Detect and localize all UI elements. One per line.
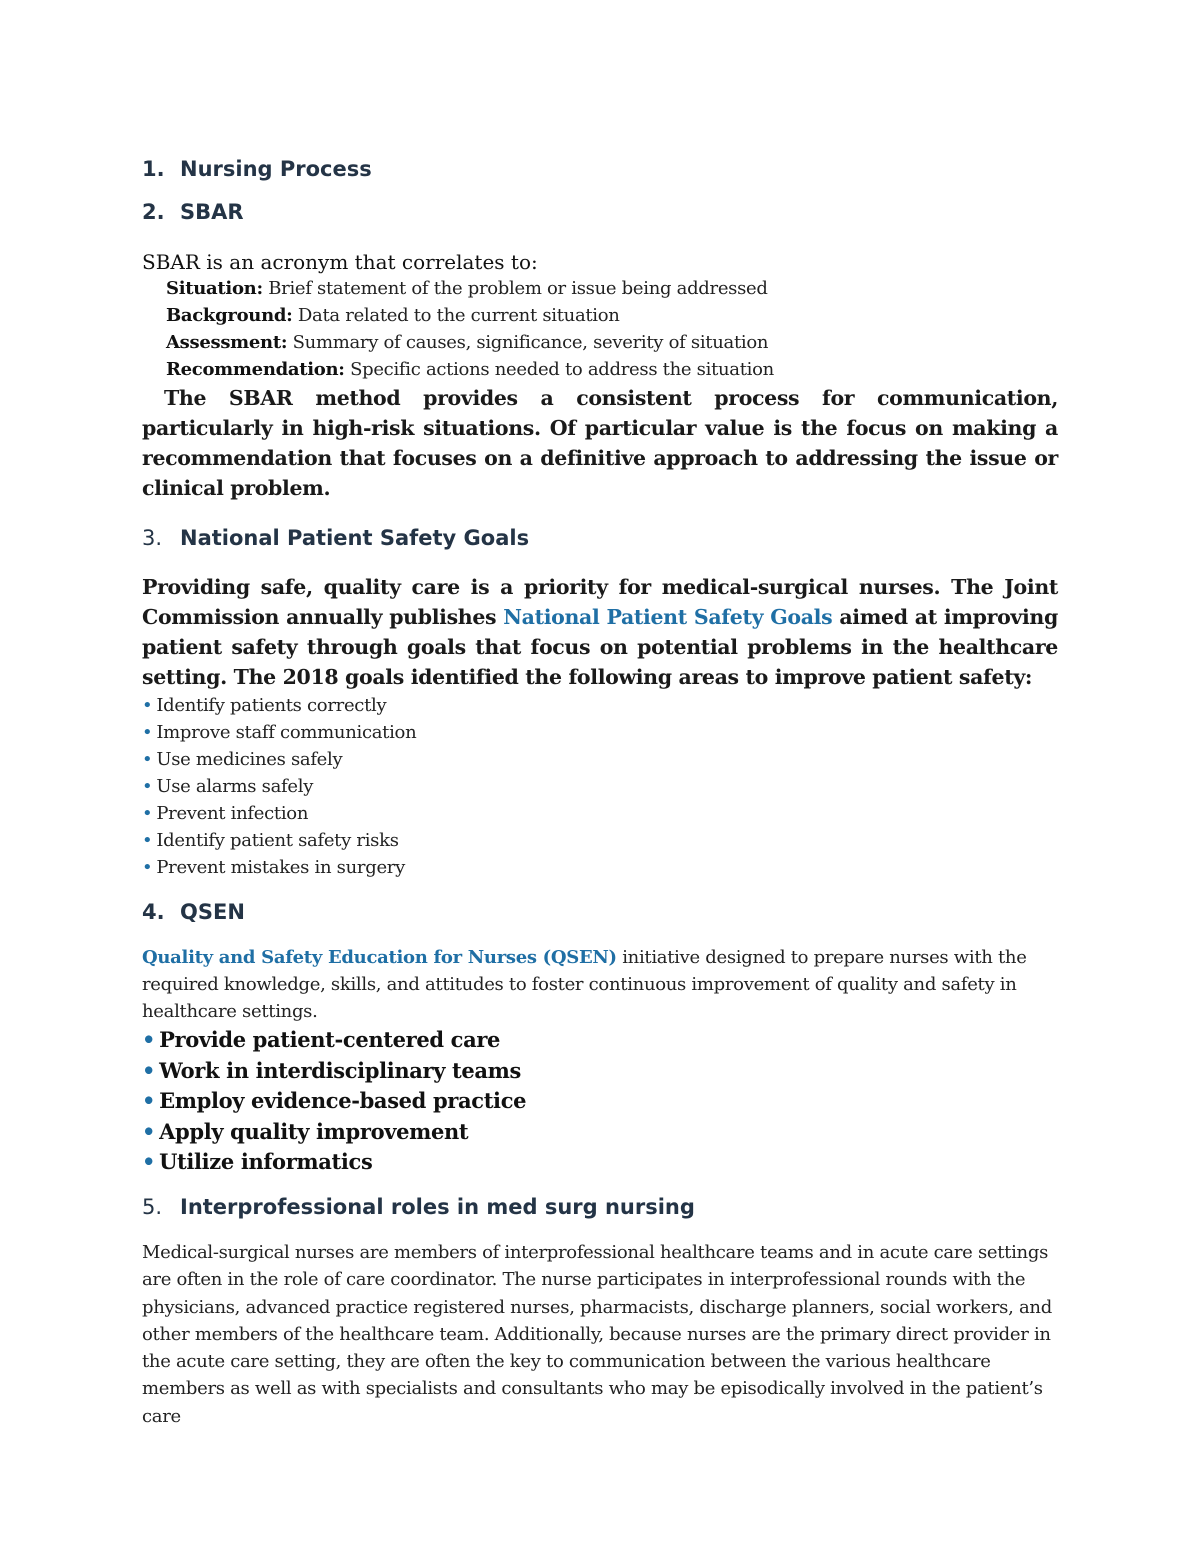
list-item: • Prevent mistakes in surgery	[142, 856, 405, 878]
npsg-link[interactable]: National Patient Safety Goals	[503, 604, 833, 629]
section-number: 2.	[142, 200, 165, 225]
sbar-item-recommendation: Recommendation: Specific actions needed to address the situation	[166, 358, 774, 380]
section-title: QSEN	[180, 899, 245, 924]
list-item: • Prevent infection	[142, 802, 309, 824]
npsg-goal-list	[142, 692, 1058, 881]
list-item: • Work in interdisciplinary teams	[142, 1057, 522, 1083]
document-page	[142, 152, 1058, 1430]
section-title: Interprofessional roles in med surg nursing	[180, 1194, 695, 1219]
list-item: • Improve staff communication	[142, 721, 417, 743]
list-item: • Employ evidence-based practice	[142, 1088, 527, 1114]
list-item: • Use alarms safely	[142, 775, 314, 797]
sbar-item-background: Background: Data related to the current situation	[166, 304, 620, 326]
section-number: 5.	[142, 1194, 163, 1219]
sbar-definition-list	[142, 275, 1058, 383]
qsen-paragraph: Quality and Safety Education for Nurses (QSEN) initiative designed to prepare nurses with the required knowledge, skills, and attitudes to foster continuous improvement of quality and safety in healthcare settings.	[142, 947, 1027, 1023]
interprofessional-paragraph: Medical-surgical nurses are members of interprofessional healthcare teams and in acute care settings are often in the role of care coordinator. The nurse participates in interprofessional rounds with the physicians, advanced practice registered nurses, pharmacists, discharge planners, social workers, and other members of the healthcare team. Additionally, because nurses are the primary direct provider in the acute care setting, they are often the key to communication between the various healthcare members as well as with specialists and consultants who may be episodically involved in the patient’s care	[142, 1241, 1052, 1427]
section-heading-sbar	[142, 199, 1058, 226]
sbar-item-situation: Situation: Brief statement of the problem or issue being addressed	[166, 277, 768, 299]
section-title: National Patient Safety Goals	[180, 525, 530, 550]
list-item: • Provide patient-centered care	[142, 1027, 501, 1053]
sbar-item-assessment: Assessment: Summary of causes, significance, severity of situation	[166, 331, 769, 353]
section-heading-interprofessional	[142, 1194, 1058, 1221]
section-number: 3.	[142, 525, 163, 550]
list-item: • Identify patients correctly	[142, 694, 387, 716]
list-item: • Apply quality improvement	[142, 1118, 469, 1144]
section-title: Nursing Process	[180, 157, 372, 181]
list-item: • Utilize informatics	[142, 1149, 373, 1175]
section-heading-nursing-process	[142, 156, 1058, 183]
sbar-paragraph: The SBAR method provides a consistent process for communication, particularly in high-risk situations. Of particular value is the focus on making a recommendation that focuses on a definitive approach to addressing the issue or clinical problem.	[142, 385, 1058, 500]
list-item: • Identify patient safety risks	[142, 829, 399, 851]
qsen-competency-list	[142, 1025, 1058, 1178]
section-number: 1.	[142, 157, 165, 181]
section-heading-npsg	[142, 525, 1058, 552]
section-heading-qsen	[142, 899, 1058, 926]
list-item: • Use medicines safely	[142, 748, 343, 770]
qsen-link[interactable]: Quality and Safety Education for Nurses (QSEN)	[142, 947, 617, 969]
npsg-paragraph: Providing safe, quality care is a priority for medical-surgical nurses. The Joint Commission annually publishes National Patient Safety Goals aimed at improving patient safety through goals that focus on potential problems in the healthcare setting. The 2018 goals identified the following areas to improve patient safety:	[142, 574, 1058, 689]
sbar-intro: SBAR is an acronym that correlates to:	[142, 249, 538, 274]
section-title: SBAR	[180, 200, 244, 225]
section-number: 4.	[142, 899, 165, 924]
